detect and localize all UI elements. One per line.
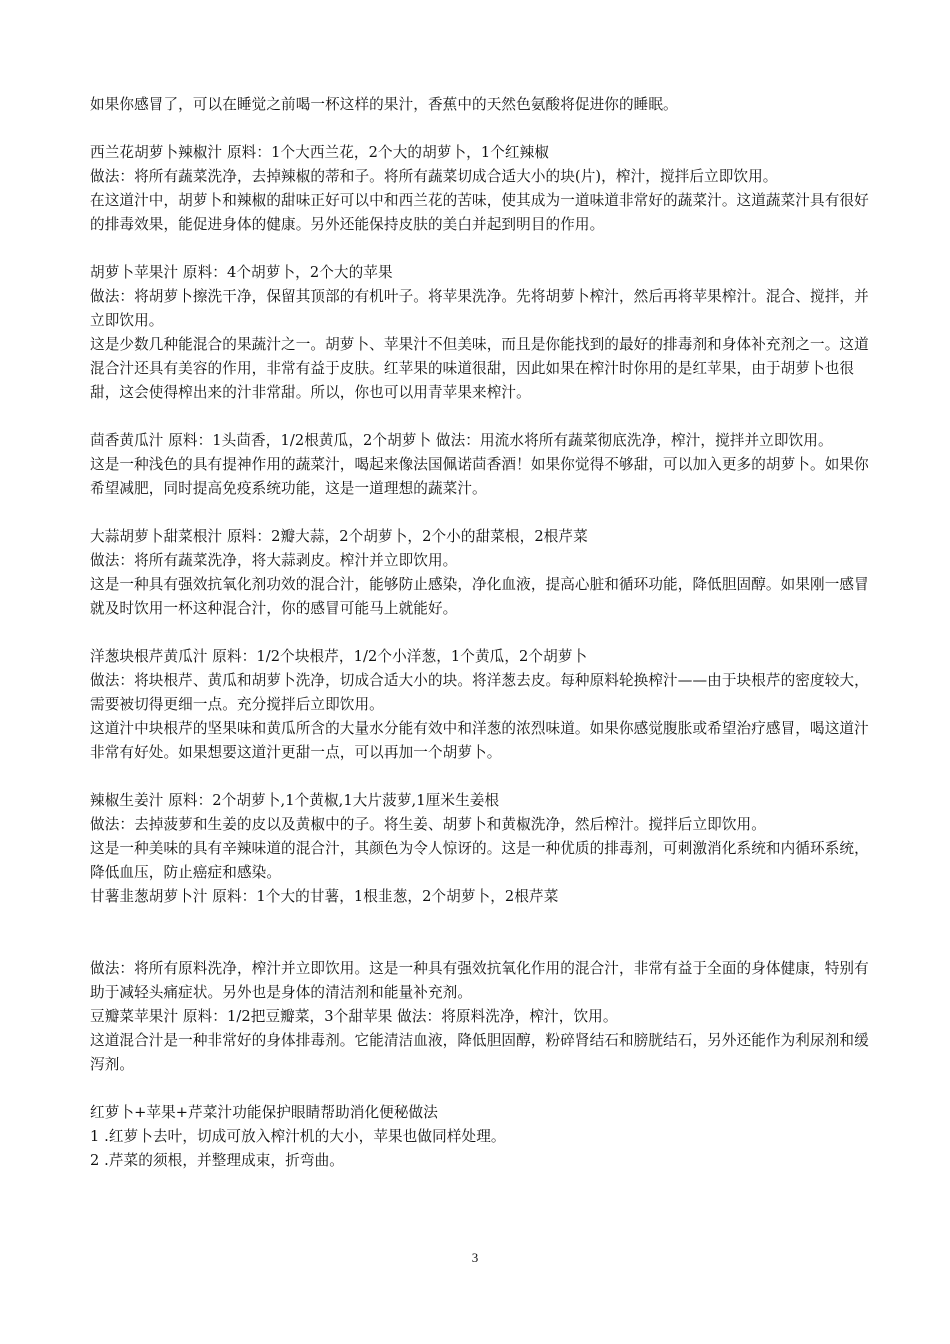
- recipe-title-pepper-ginger: 辣椒生姜汁 原料：2个胡萝卜,1个黄椒,1大片菠萝,1厘米生姜根: [90, 792, 500, 809]
- spacer: [90, 405, 870, 429]
- document-body: [90, 93, 870, 1173]
- recipe-method-carrot-apple: 做法：将胡萝卜擦洗干净，保留其顶部的有机叶子。将苹果洗净。先将胡萝卜榨汁，然后再将苹果榨汁。混合、搅拌，并立即饮用。: [90, 288, 869, 329]
- recipe-method-garlic: 做法：将所有蔬菜洗净，将大蒜剥皮。榨汁并立即饮用。: [90, 552, 458, 569]
- spacer: [90, 501, 870, 525]
- spacer: [90, 1077, 870, 1101]
- spacer: [90, 117, 870, 141]
- recipe-title-broccoli: 西兰花胡萝卜辣椒汁 原料：1个大西兰花，2个大的胡萝卜，1个红辣椒: [90, 144, 550, 161]
- spacer: [90, 765, 870, 789]
- page-number: 3: [471, 1250, 479, 1265]
- recipe-title-carrot-apple: 胡萝卜苹果汁 原料：4个胡萝卜，2个大的苹果: [90, 264, 393, 281]
- recipe-title-watercress: 豆瓣菜苹果汁 原料：1/2把豆瓣菜，3个甜苹果 做法：将原料洗净，榨汁，饮用。: [90, 1008, 618, 1025]
- recipe-desc-watercress: 这道混合汁是一种非常好的身体排毒剂。它能清洁血液，降低胆固醇，粉碎肾结石和膀胱结石，另外还能作为利尿剂和缓泻剂。: [90, 1032, 869, 1073]
- recipe-desc-carrot-apple: 这是少数几种能混合的果蔬汁之一。胡萝卜、苹果汁不但美味，而且是你能找到的最好的排毒剂和身体补充剂之一。这道混合汁还具有美容的作用，非常有益于皮肤。红苹果的味道很甜，因此如果在榨汁时你用的是红苹果，由于胡萝卜也很甜，这会使得榨出来的汁非常甜。所以，你也可以用青苹果来榨汁。: [90, 336, 869, 401]
- spacer: [90, 621, 870, 645]
- recipe-desc-onion: 这道汁中块根芹的坚果味和黄瓜所含的大量水分能有效中和洋葱的浓烈味道。如果你感觉腹胀或希望治疗感冒，喝这道汁非常有好处。如果想要这道汁更甜一点，可以再加一个胡萝卜。: [90, 720, 869, 761]
- recipe-desc-broccoli: 在这道汁中，胡萝卜和辣椒的甜味正好可以中和西兰花的苦味，使其成为一道味道非常好的蔬菜汁。这道蔬菜汁具有很好的排毒效果，能促进身体的健康。另外还能保持皮肤的美白并起到明目的作用。: [90, 192, 869, 233]
- paragraph-intro: 如果你感冒了，可以在睡觉之前喝一杯这样的果汁，香蕉中的天然色氨酸将促进你的睡眠。: [90, 96, 678, 113]
- recipe-desc-fennel: 这是一种浅色的具有提神作用的蔬菜汁，喝起来像法国佩诺茴香酒！如果你觉得不够甜，可以加入更多的胡萝卜。如果你希望减肥，同时提高免疫系统功能，这是一道理想的蔬菜汁。: [90, 456, 869, 497]
- recipe-title-carrot-apple-celery: 红萝卜+苹果+芹菜汁功能保护眼睛帮助消化便秘做法: [90, 1104, 438, 1121]
- recipe-title-sweet-potato: 甘薯韭葱胡萝卜汁 原料：1个大的甘薯，1根韭葱，2个胡萝卜，2根芹菜: [90, 888, 559, 905]
- recipe-title-fennel: 茴香黄瓜汁 原料：1头茴香，1/2根黄瓜，2个胡萝卜 做法：用流水将所有蔬菜彻底洗净，榨汁，搅拌并立即饮用。: [90, 432, 833, 449]
- spacer: [90, 237, 870, 261]
- recipe-title-onion: 洋葱块根芹黄瓜汁 原料：1/2个块根芹，1/2个小洋葱，1个黄瓜，2个胡萝卜: [90, 648, 588, 665]
- recipe-desc-garlic: 这是一种具有强效抗氧化剂功效的混合汁，能够防止感染，净化血液，提高心脏和循环功能，降低胆固醇。如果刚一感冒就及时饮用一杯这种混合汁，你的感冒可能马上就能好。: [90, 576, 869, 617]
- recipe-desc-pepper-ginger: 这是一种美味的具有辛辣味道的混合汁，其颜色为令人惊讶的。这是一种优质的排毒剂，可刺激消化系统和内循环系统，降低血压，防止癌症和感染。: [90, 840, 869, 881]
- recipe-method-sweet-potato: 做法：将所有原料洗净，榨汁并立即饮用。这是一种具有强效抗氧化作用的混合汁，非常有益于全面的身体健康，特别有助于减轻头痛症状。另外也是身体的清洁剂和能量补充剂。: [90, 960, 869, 1001]
- recipe-method-broccoli: 做法：将所有蔬菜洗净，去掉辣椒的蒂和子。将所有蔬菜切成合适大小的块(片)，榨汁，搅拌后立即饮用。: [90, 168, 778, 185]
- recipe-method-pepper-ginger: 做法：去掉菠萝和生姜的皮以及黄椒中的子。将生姜、胡萝卜和黄椒洗净，然后榨汁。搅拌后立即饮用。: [90, 816, 766, 833]
- recipe-method-onion: 做法：将块根芹、黄瓜和胡萝卜洗净，切成合适大小的块。将洋葱去皮。每种原料轮换榨汁——由于块根芹的密度较大，需要被切得更细一点。充分搅拌后立即饮用。: [90, 672, 869, 713]
- recipe-title-garlic: 大蒜胡萝卜甜菜根汁 原料：2瓣大蒜，2个胡萝卜，2个小的甜菜根，2根芹菜: [90, 528, 588, 545]
- spacer: [90, 909, 870, 957]
- step-1: 1 .红萝卜去叶，切成可放入榨汁机的大小，苹果也做同样处理。: [90, 1128, 506, 1145]
- step-2: 2 .芹菜的须根，并整理成束，折弯曲。: [90, 1152, 344, 1169]
